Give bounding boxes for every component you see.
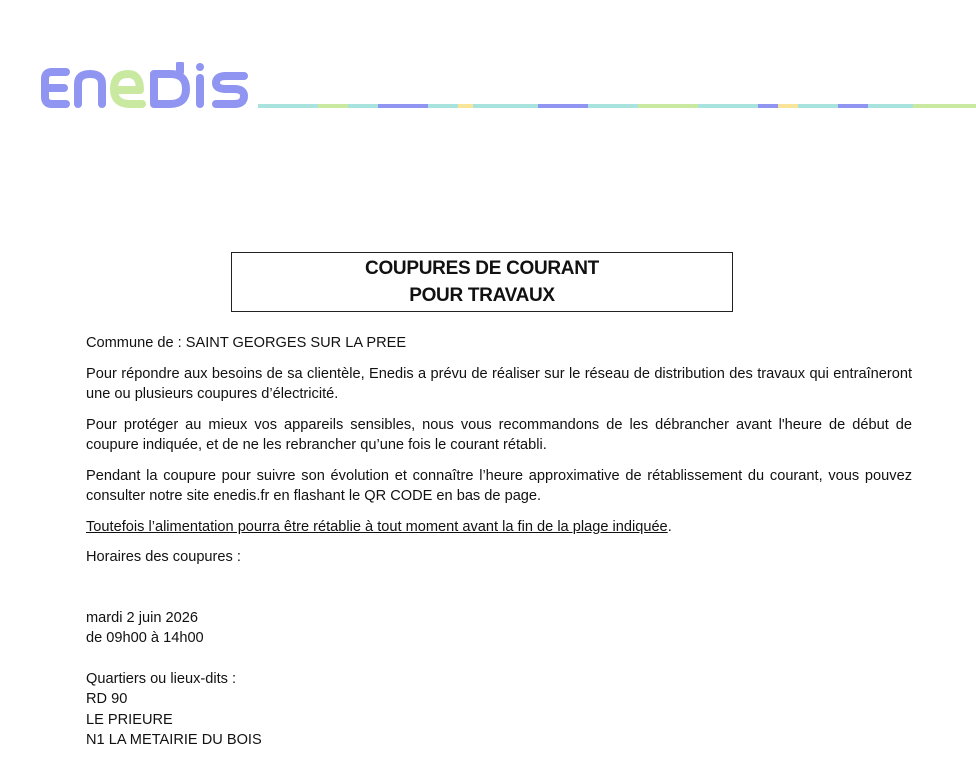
paragraph-intro: Pour répondre aux besoins de sa clientèle, Enedis a prévu de réaliser sur le réseau de distribution des travaux qui entraîneront une ou plusieurs coupures d’électricité. [86, 365, 912, 402]
locations-label: Quartiers ou lieux-dits : [86, 670, 237, 687]
paragraph-recommendation: Pour protéger au mieux vos appareils sensibles, nous vous recommandons de les débrancher avant l'heure de début de coupure indiquée, et de ne les rebrancher qu’une fois le courant rétabli. [86, 416, 912, 453]
warning-period: . [667, 518, 672, 535]
schedule-date: mardi 2 juin 2026 [86, 609, 198, 626]
header-divider-line [258, 104, 976, 108]
paragraph-tracking: Pendant la coupure pour suivre son évolution et connaître l’heure approximative de rétablissement du courant, vous pouvez consulter notre site enedis.fr en flashant le QR CODE en bas de page. [86, 467, 912, 504]
title-line-1: COUPURES DE COURANT [365, 258, 599, 279]
warning-line [86, 517, 912, 538]
schedule-time: de 09h00 à 14h00 [86, 630, 204, 646]
location-item: RD 90 [86, 691, 128, 707]
warning-text: Toutefois l’alimentation pourra être rétablie à tout moment avant la fin de la plage indiquée [86, 518, 668, 535]
title-line-2: POUR TRAVAUX [409, 285, 555, 306]
location-item: LE PRIEURE [86, 711, 173, 728]
schedule-label: Horaires des coupures : [86, 549, 241, 565]
location-item: N1 LA METAIRIE DU BOIS [86, 732, 262, 748]
enedis-logo [40, 62, 252, 114]
commune-line: Commune de : SAINT GEORGES SUR LA PREE [86, 335, 407, 351]
notice-body [86, 333, 912, 751]
notice-title [231, 252, 733, 312]
